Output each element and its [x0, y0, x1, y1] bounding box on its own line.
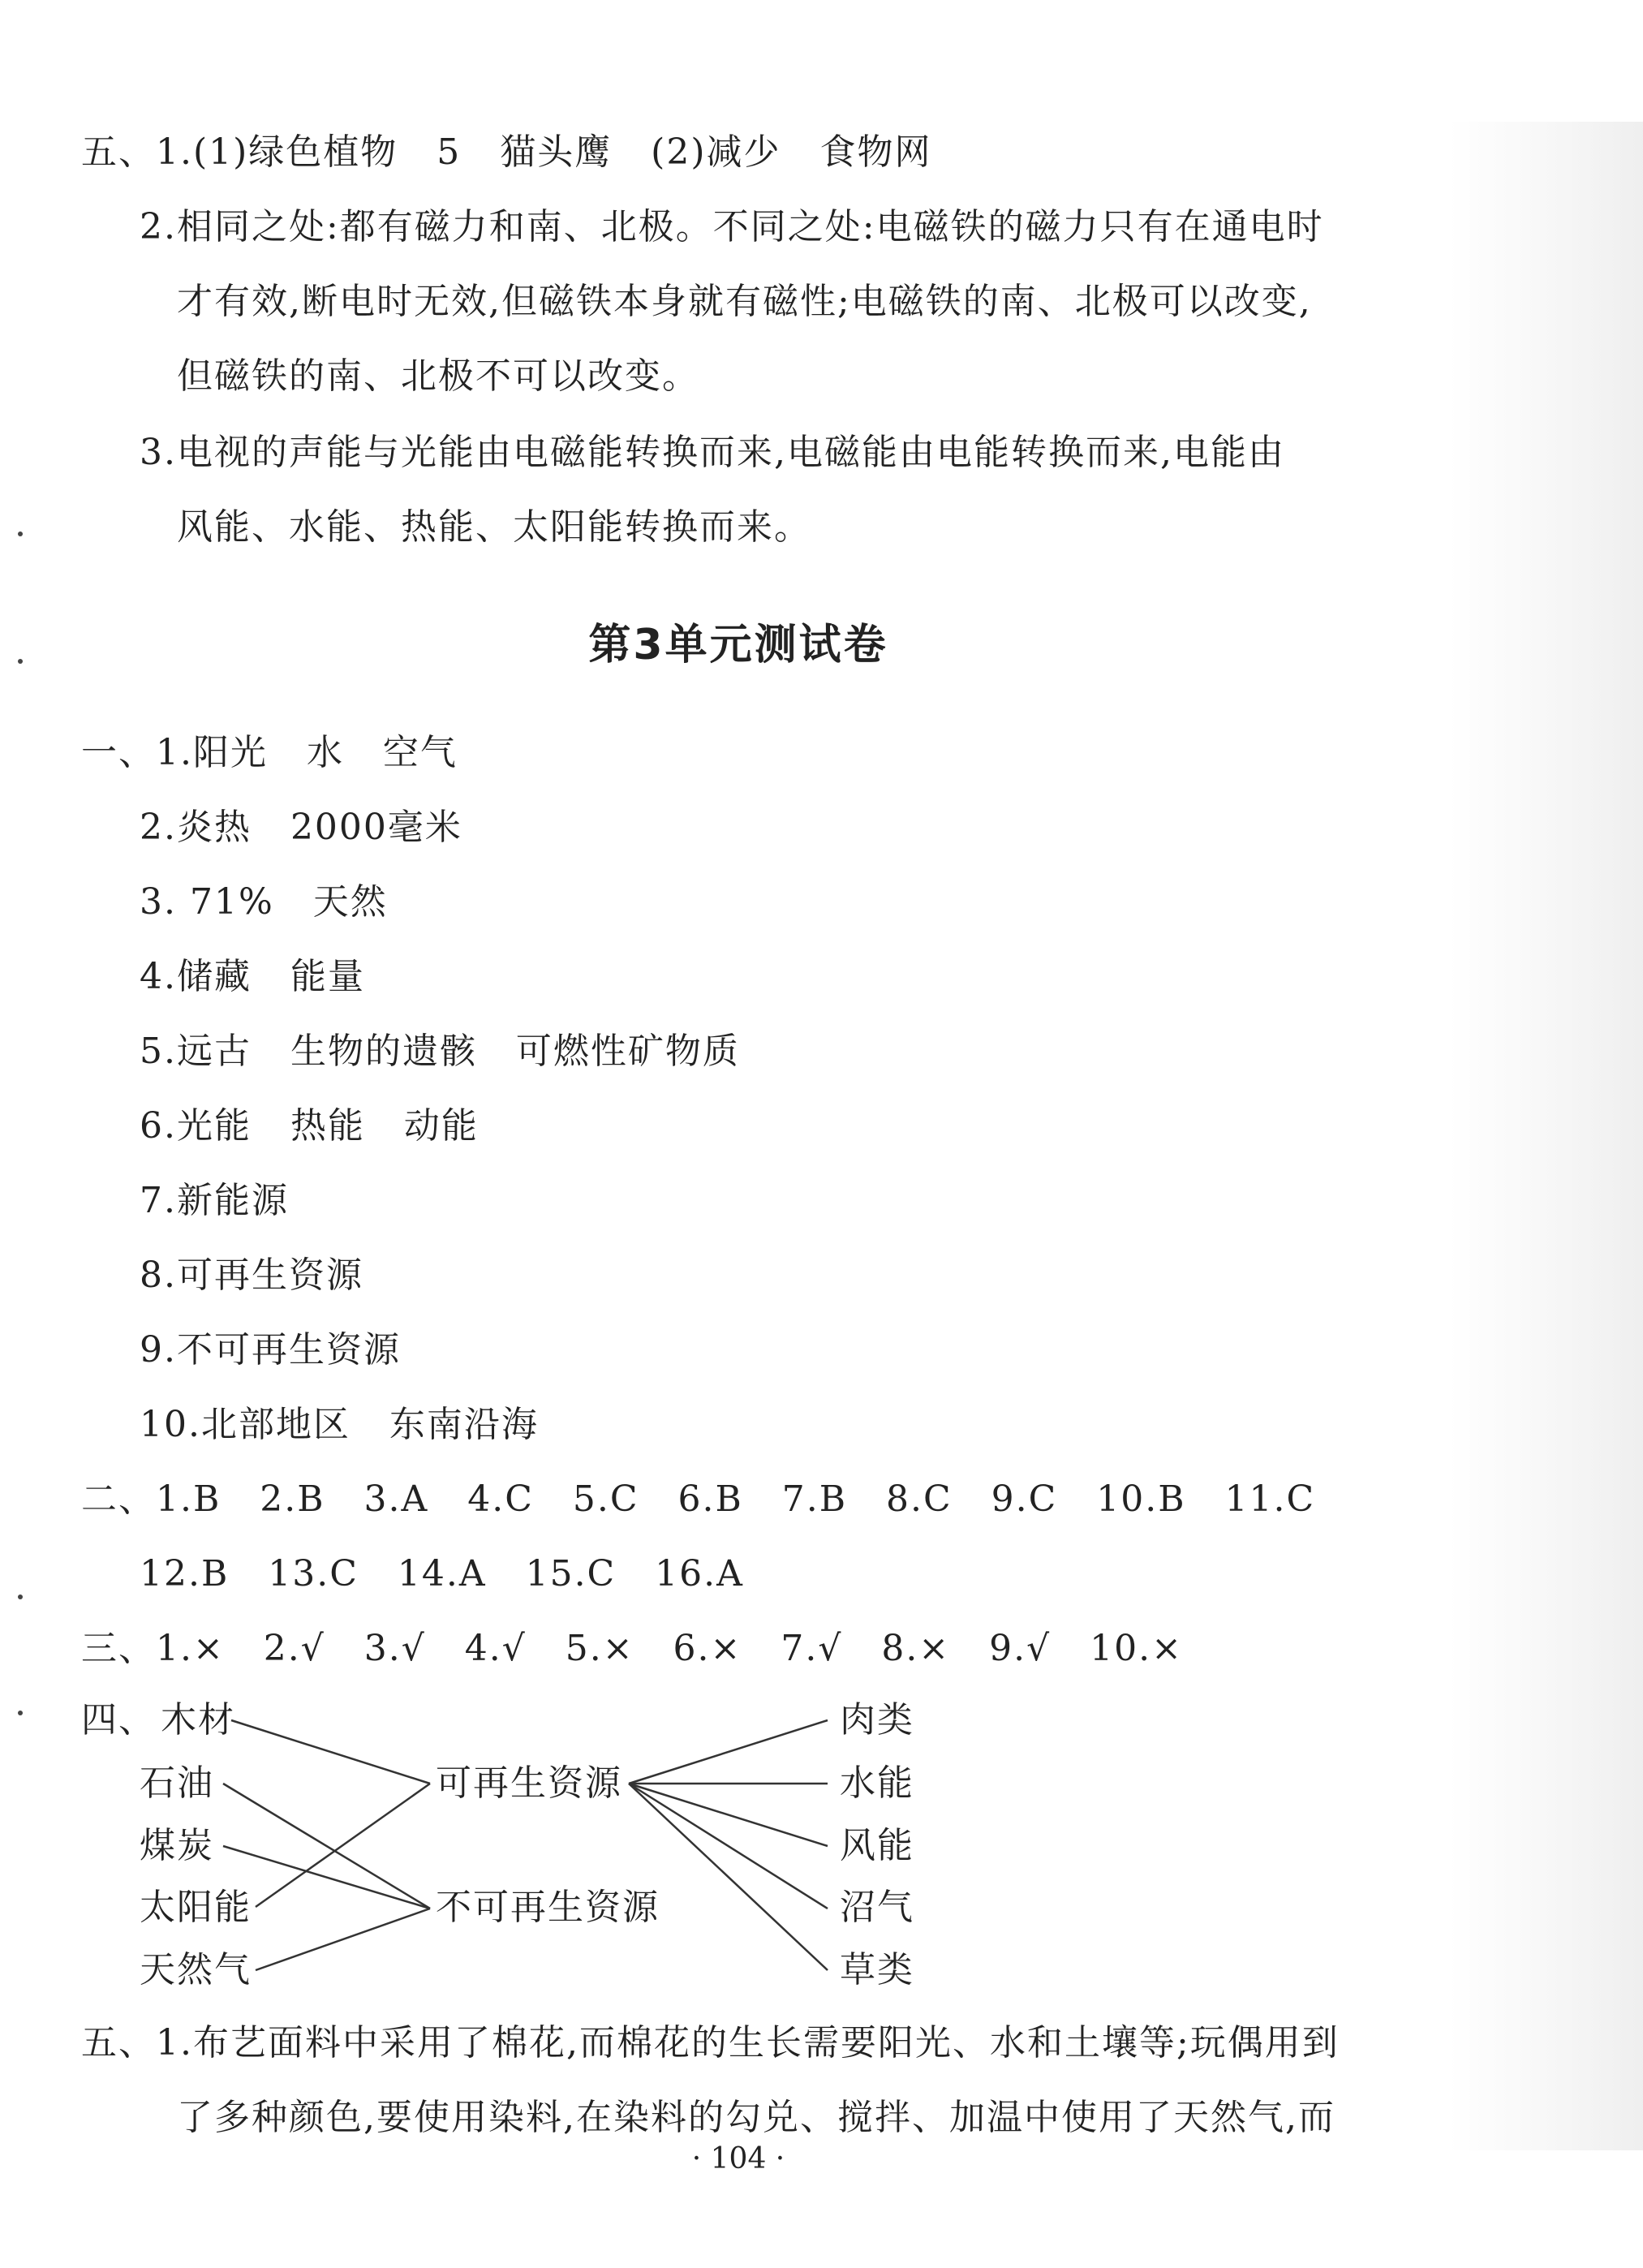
s3-line-1: 三、1.× 2.√ 3.√ 4.√ 5.× 6.× 7.√ 8.× 9.√ 10.×: [81, 1628, 1183, 1669]
left-item-coal: 煤炭: [140, 1825, 214, 1866]
s1-line-8: 8.可再生资源: [140, 1255, 363, 1296]
s5-line-5: 3.电视的声能与光能由电磁能转换而来,电磁能由电能转换而来,电能由: [140, 432, 1285, 473]
s1-line-1: 一、1.阳光 水 空气: [81, 732, 458, 773]
s1-line-10: 10.北部地区 东南沿海: [140, 1404, 539, 1445]
s5-line-1: 五、1.(1)绿色植物 5 猫头鹰 (2)减少 食物网: [81, 131, 932, 173]
line-coal-nonrenewable: [223, 1846, 430, 1909]
middle-item-nonrenewable: 不可再生资源: [436, 1887, 660, 1928]
left-item-oil: 石油: [140, 1762, 214, 1804]
s1-line-9: 9.不可再生资源: [140, 1329, 401, 1371]
right-item-grass: 草类: [840, 1949, 914, 1990]
line-renewable-meat: [629, 1720, 828, 1784]
s1-line-7: 7.新能源: [140, 1180, 289, 1221]
s1-line-2: 2.炎热 2000毫米: [140, 807, 462, 848]
s5b-line-2: 了多种颜色,要使用染料,在染料的勾兑、搅拌、加温中使用了天然气,而: [177, 2097, 1335, 2138]
margin-speck: [18, 659, 23, 664]
margin-speck: [18, 1711, 23, 1715]
s5b-line-1: 五、1.布艺面料中采用了棉花,而棉花的生长需要阳光、水和土壤等;玩偶用到: [81, 2022, 1340, 2064]
line-oil-nonrenewable: [223, 1784, 430, 1909]
left-item-wood: 木材: [161, 1699, 235, 1741]
s1-line-3: 3. 71% 天然: [140, 881, 388, 923]
right-item-meat: 肉类: [840, 1699, 914, 1741]
right-item-biogas: 沼气: [840, 1887, 914, 1928]
line-solar-renewable: [256, 1784, 430, 1907]
line-renewable-grass: [629, 1784, 828, 1970]
left-item-solar: 太阳能: [140, 1887, 252, 1928]
left-item-natural-gas: 天然气: [140, 1949, 252, 1990]
middle-item-renewable: 可再生资源: [436, 1762, 622, 1804]
line-gas-nonrenewable: [256, 1909, 430, 1970]
line-renewable-wind: [629, 1784, 828, 1846]
s5-line-6: 风能、水能、热能、太阳能转换而来。: [177, 506, 811, 548]
s1-line-5: 5.远古 生物的遗骸 可燃性矿物质: [140, 1031, 740, 1072]
s2-line-2: 12.B 13.C 14.A 15.C 16.A: [140, 1553, 744, 1594]
s1-line-6: 6.光能 热能 动能: [140, 1105, 479, 1147]
right-item-hydro: 水能: [840, 1762, 914, 1804]
s1-line-4: 4.储藏 能量: [140, 956, 365, 997]
s5-line-3: 才有效,断电时无效,但磁铁本身就有磁性;电磁铁的南、北极可以改变,: [177, 281, 1312, 322]
s5-line-4: 但磁铁的南、北极不可以改变。: [177, 355, 699, 397]
unit-test-title: 第3单元测试卷: [588, 621, 888, 669]
s5-line-2: 2.相同之处:都有磁力和南、北极。不同之处:电磁铁的磁力只有在通电时: [140, 206, 1324, 247]
right-item-wind: 风能: [840, 1825, 914, 1866]
line-renewable-biogas: [629, 1784, 828, 1909]
s2-line-1: 二、1.B 2.B 3.A 4.C 5.C 6.B 7.B 8.C 9.C 10.B 11.C: [81, 1478, 1316, 1520]
page-number: · 104 ·: [691, 2142, 785, 2175]
line-wood-renewable: [231, 1720, 430, 1784]
s4-prefix: 四、: [81, 1699, 156, 1741]
margin-speck: [18, 531, 23, 536]
margin-speck: [18, 1594, 23, 1599]
